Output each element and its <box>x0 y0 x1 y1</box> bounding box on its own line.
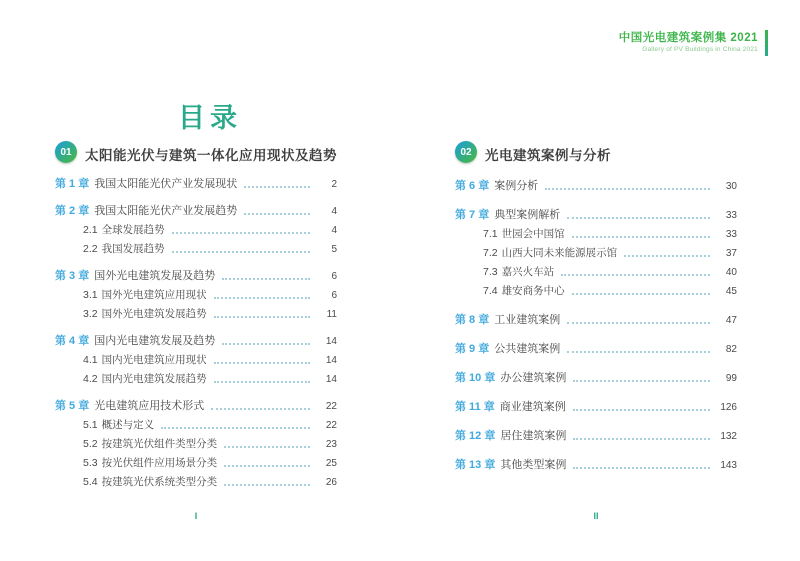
toc-entries-left <box>55 178 337 489</box>
toc-entry-page: 4 <box>331 225 337 236</box>
dot-leader <box>244 213 310 215</box>
toc-entry-title: 全球发展趋势 <box>101 224 165 236</box>
toc-entry-label: 第 4 章 <box>55 335 90 347</box>
dot-leader <box>211 408 310 410</box>
toc-sub-entry <box>55 289 337 302</box>
toc-entry-title: 工业建筑案例 <box>494 314 561 326</box>
toc-entry-label: 第 9 章 <box>455 343 490 355</box>
toc-chapter-entry <box>455 314 737 327</box>
toc-entry-page: 45 <box>725 286 737 297</box>
toc-sub-entry <box>55 419 337 432</box>
toc-entry-title: 按建筑光伏系统类型分类 <box>101 476 218 488</box>
toc-entry-page: 30 <box>725 181 737 192</box>
toc-entry-label: 4.2 <box>83 373 98 385</box>
toc-entry-page: 126 <box>720 402 737 413</box>
toc-entry-title: 山西大同未来能源展示馆 <box>501 247 618 259</box>
toc-entry-title: 其他类型案例 <box>500 459 567 471</box>
toc-entry-page: 26 <box>325 477 337 488</box>
toc-entry-page: 14 <box>325 374 337 385</box>
toc-entry-page: 2 <box>331 179 337 190</box>
toc-chapter-entry <box>55 205 337 218</box>
toc-entry-title: 光电建筑应用技术形式 <box>94 400 205 412</box>
toc-entry-label: 第 6 章 <box>455 180 490 192</box>
toc-chapter-entry <box>455 372 737 385</box>
toc-entry-label: 第 5 章 <box>55 400 90 412</box>
toc-entry-label: 3.2 <box>83 308 98 320</box>
dot-leader <box>214 362 310 364</box>
dot-leader <box>567 217 710 219</box>
toc-sub-entry <box>455 228 737 241</box>
toc-page-title: 目录 <box>178 103 242 133</box>
toc-entry-label: 第 10 章 <box>455 372 496 384</box>
section-title: 太阳能光伏与建筑一体化应用现状及趋势 <box>85 147 337 163</box>
toc-entry-label: 5.4 <box>83 476 98 488</box>
toc-entry-label: 3.1 <box>83 289 98 301</box>
section-number-badge: 02 <box>455 141 477 163</box>
section-header-02 <box>455 140 737 164</box>
toc-entries-right <box>455 180 737 472</box>
toc-entry-label: 2.2 <box>83 243 98 255</box>
toc-sub-entry <box>55 243 337 256</box>
toc-sub-entry <box>55 457 337 470</box>
toc-chapter-entry <box>55 178 337 191</box>
toc-chapter-entry <box>55 400 337 413</box>
toc-entry-label: 第 8 章 <box>455 314 490 326</box>
toc-entry-page: 143 <box>720 460 737 471</box>
toc-entry-label: 7.1 <box>483 228 498 240</box>
dot-leader <box>172 251 310 253</box>
toc-entry-title: 商业建筑案例 <box>499 401 566 413</box>
toc-entry-label: 7.3 <box>483 266 498 278</box>
brand-bar <box>765 30 768 56</box>
brand-text <box>619 32 758 54</box>
toc-chapter-entry <box>455 459 737 472</box>
toc-entry-title: 典型案例解析 <box>494 209 561 221</box>
book-title: 中国光电建筑案例集 2021 <box>618 32 758 44</box>
dot-leader <box>214 297 310 299</box>
toc-sub-entry <box>55 308 337 321</box>
toc-entry-page: 99 <box>725 373 737 384</box>
toc-entry-page: 5 <box>331 244 337 255</box>
dot-leader <box>573 409 710 411</box>
toc-entry-label: 5.1 <box>83 419 98 431</box>
toc-entry-label: 第 1 章 <box>55 178 90 190</box>
dot-leader <box>567 322 710 324</box>
toc-entry-title: 我国发展趋势 <box>101 243 165 255</box>
toc-entry-title: 国内光电建筑发展及趋势 <box>94 335 216 347</box>
dot-leader <box>224 465 310 467</box>
toc-entry-title: 我国太阳能光伏产业发展趋势 <box>94 205 238 217</box>
dot-leader <box>561 274 710 276</box>
dot-leader <box>172 232 310 234</box>
toc-entry-page: 4 <box>331 206 337 217</box>
dot-leader <box>572 293 710 295</box>
toc-entry-label: 第 11 章 <box>455 401 495 413</box>
toc-chapter-entry <box>55 270 337 283</box>
toc-entry-label: 4.1 <box>83 354 98 366</box>
toc-entry-title: 按建筑光伏组件类型分类 <box>101 438 218 450</box>
toc-sub-entry <box>55 224 337 237</box>
toc-entry-title: 我国太阳能光伏产业发展现状 <box>94 178 238 190</box>
toc-entry-title: 世园会中国馆 <box>501 228 565 240</box>
dot-leader <box>214 316 310 318</box>
toc-entry-page: 23 <box>325 439 337 450</box>
toc-entry-page: 47 <box>725 315 737 326</box>
toc-entry-label: 第 2 章 <box>55 205 90 217</box>
toc-chapter-entry <box>455 180 737 193</box>
toc-sub-entry <box>455 266 737 279</box>
dot-leader <box>224 484 310 486</box>
toc-chapter-entry <box>455 401 737 414</box>
toc-entry-title: 雄安商务中心 <box>501 285 565 297</box>
toc-entry-label: 7.2 <box>483 247 498 259</box>
dot-leader <box>573 380 710 382</box>
toc-entry-title: 按光伏组件应用场景分类 <box>101 457 218 469</box>
toc-entry-title: 国外光电建筑应用现状 <box>101 289 207 301</box>
toc-column-left <box>55 140 337 489</box>
dot-leader <box>222 278 310 280</box>
dot-leader <box>214 381 310 383</box>
toc-entry-page: 33 <box>725 229 737 240</box>
toc-chapter-entry <box>455 343 737 356</box>
toc-entry-page: 40 <box>725 267 737 278</box>
page-number-right: II <box>593 511 599 521</box>
dot-leader <box>244 186 310 188</box>
dot-leader <box>545 188 710 190</box>
toc-entry-page: 33 <box>725 210 737 221</box>
toc-entry-page: 6 <box>331 290 337 301</box>
toc-entry-page: 82 <box>725 344 737 355</box>
dot-leader <box>572 236 710 238</box>
toc-entry-page: 14 <box>325 336 337 347</box>
toc-entry-title: 国外光电建筑发展趋势 <box>101 308 207 320</box>
toc-chapter-entry <box>455 430 737 443</box>
dot-leader <box>573 467 710 469</box>
toc-entry-title: 概述与定义 <box>101 419 155 431</box>
toc-entry-page: 14 <box>325 355 337 366</box>
toc-entry-page: 22 <box>325 401 337 412</box>
toc-sub-entry <box>55 438 337 451</box>
toc-entry-label: 5.3 <box>83 457 98 469</box>
toc-entry-label: 2.1 <box>83 224 98 236</box>
toc-entry-title: 国外光电建筑发展及趋势 <box>94 270 216 282</box>
toc-sub-entry <box>55 373 337 386</box>
section-title: 光电建筑案例与分析 <box>485 147 611 163</box>
toc-entry-page: 22 <box>325 420 337 431</box>
toc-entry-title: 国内光电建筑应用现状 <box>101 354 207 366</box>
toc-entry-label: 第 7 章 <box>455 209 490 221</box>
toc-entry-label: 5.2 <box>83 438 98 450</box>
dot-leader <box>624 255 710 257</box>
toc-entry-label: 第 3 章 <box>55 270 90 282</box>
dot-leader <box>573 438 710 440</box>
toc-entry-title: 案例分析 <box>494 180 539 192</box>
toc-entry-page: 132 <box>720 431 737 442</box>
toc-entry-label: 7.4 <box>483 285 498 297</box>
toc-entry-page: 25 <box>325 458 337 469</box>
toc-chapter-entry <box>455 209 737 222</box>
toc-entry-title: 居住建筑案例 <box>500 430 567 442</box>
toc-column-right <box>455 140 737 472</box>
toc-chapter-entry <box>55 335 337 348</box>
toc-sub-entry <box>55 354 337 367</box>
toc-entry-label: 第 12 章 <box>455 430 496 442</box>
dot-leader <box>567 351 710 353</box>
toc-sub-entry <box>455 247 737 260</box>
book-subtitle: Gallery of PV Buildings in China 2021 <box>642 46 758 53</box>
toc-entry-page: 11 <box>326 309 337 320</box>
page-number-left: I <box>194 511 198 521</box>
toc-entry-title: 办公建筑案例 <box>500 372 567 384</box>
dot-leader <box>224 446 310 448</box>
toc-entry-title: 公共建筑案例 <box>494 343 561 355</box>
toc-entry-title: 嘉兴火车站 <box>501 266 555 278</box>
toc-entry-page: 37 <box>725 248 737 259</box>
toc-entry-page: 6 <box>331 271 337 282</box>
toc-entry-title: 国内光电建筑发展趋势 <box>101 373 207 385</box>
toc-sub-entry <box>55 476 337 489</box>
toc-sub-entry <box>455 285 737 298</box>
toc-entry-label: 第 13 章 <box>455 459 496 471</box>
brand-block <box>619 30 768 56</box>
dot-leader <box>161 427 310 429</box>
dot-leader <box>222 343 310 345</box>
section-header-01 <box>55 140 337 164</box>
section-number-badge: 01 <box>55 141 77 163</box>
